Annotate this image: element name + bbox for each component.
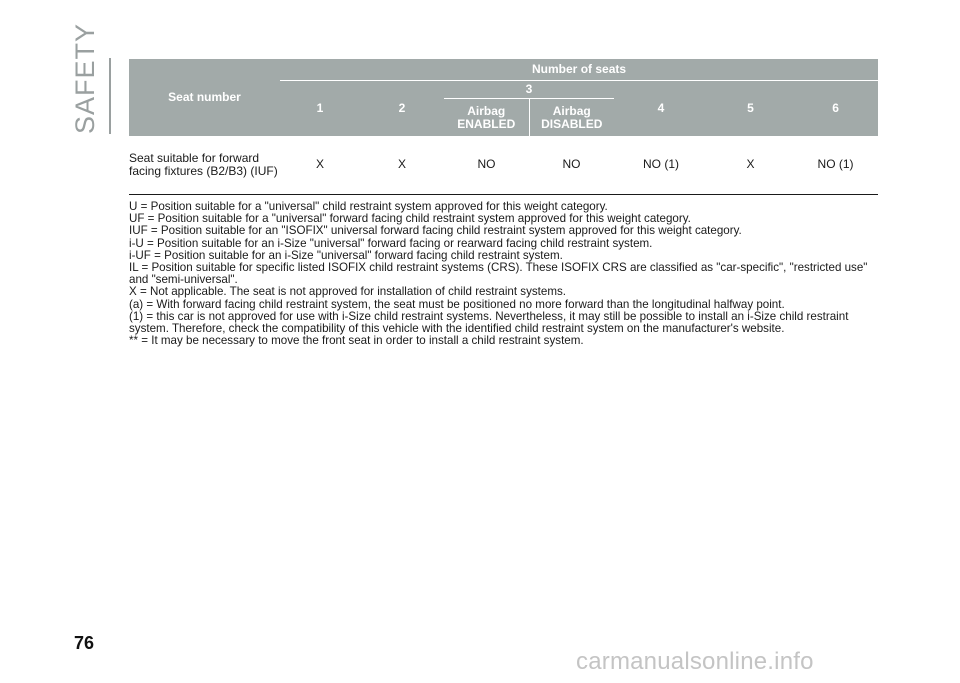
column-header-6: 6: [793, 81, 878, 137]
note-i-uf: i-UF = Position suitable for an i-Size "universal" forward facing child restraint system.: [129, 248, 563, 262]
cell-seat-3-airbag-disabled: NO: [529, 136, 614, 195]
airbag-disabled-header: Airbag DISABLED: [529, 99, 614, 137]
note-x: X = Not applicable. The seat is not approved for installation of child restraint systems.: [129, 285, 567, 299]
page-number: 76: [74, 633, 95, 653]
column-header-2: 2: [360, 81, 444, 137]
note-u: U = Position suitable for a "universal" child restraint system approved for this weight category.: [129, 200, 608, 213]
section-divider: [109, 58, 111, 134]
section-title-text: SAFETY: [70, 22, 100, 134]
cell-seat-4: NO (1): [614, 136, 708, 195]
seat-number-header: Seat number: [129, 59, 280, 136]
column-header-3: 3: [444, 81, 614, 99]
note-il: IL = Position suitable for specific listed ISOFIX child restraint systems (CRS). These ISOFIX CRS are classified as "car-specific", "restricted use" and "semi-universal".: [129, 261, 868, 287]
note-a: (a) = With forward facing child restraint system, the seat must be positioned no more forward than the longitudinal halfway point.: [129, 297, 785, 311]
cell-seat-5: X: [708, 136, 793, 195]
legend-notes: [129, 201, 881, 347]
column-header-1: 1: [280, 81, 360, 137]
note-double-asterisk: ** = It may be necessary to move the front seat in order to install a child restraint system.: [129, 334, 584, 348]
note-uf: UF = Position suitable for a "universal" forward facing child restraint system approved for this weight category.: [129, 212, 691, 226]
airbag-enabled-header: Airbag ENABLED: [444, 99, 529, 137]
cell-seat-6: NO (1): [793, 136, 878, 195]
column-header-4: 4: [614, 81, 708, 137]
row-label: Seat suitable for forward facing fixtures (B2/B3) (IUF): [129, 136, 280, 195]
note-1: (1) = this car is not approved for use with i-Size child restraint systems. Nevertheless, it may still be possible to install an i-Size child restraint system. Therefore, check the compatibility of this vehicle with the identified child restraint system on the manufacturer's website.: [129, 309, 849, 336]
number-of-seats-header: Number of seats: [280, 59, 878, 81]
section-title: [70, 22, 120, 134]
cell-seat-1: X: [280, 136, 360, 195]
table-row: [129, 136, 878, 195]
seat-suitability-table: [129, 59, 878, 195]
column-header-5: 5: [708, 81, 793, 137]
note-i-u: i-U = Position suitable for an i-Size "universal" forward facing or rearward facing child restraint system.: [129, 236, 653, 250]
cell-seat-2: X: [360, 136, 444, 195]
cell-seat-3-airbag-enabled: NO: [444, 136, 529, 195]
watermark: carmanualsonline.info: [576, 648, 814, 675]
note-iuf: IUF = Position suitable for an "ISOFIX" universal forward facing child restraint system approved for this weight category.: [129, 224, 742, 238]
